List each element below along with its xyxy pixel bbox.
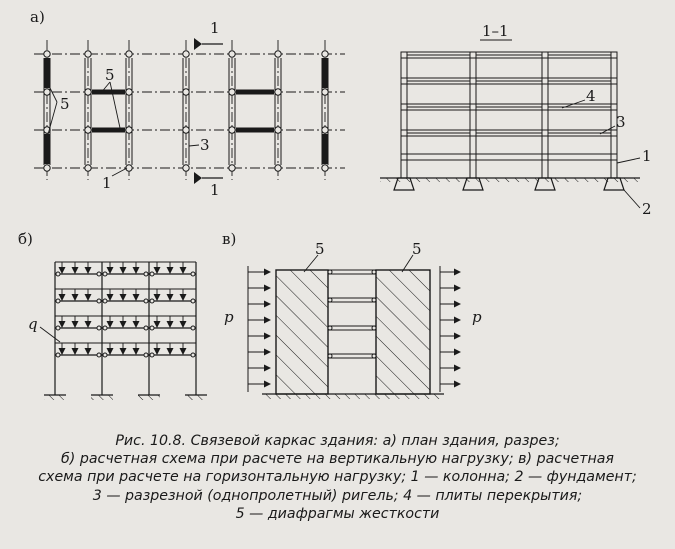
section-slabs [401,52,617,160]
caption-line: 5 — диафрагмы жесткости [235,505,440,522]
drawing-labels [18,8,652,333]
section-cut-markers [194,38,223,184]
plan-view [34,38,345,184]
section-columns [401,52,617,178]
panel-label-b: б) [18,230,33,248]
callout-section-column: 1 [642,147,652,165]
section-view [380,40,640,208]
load-p-right-label: p [472,308,482,326]
callout-plan-diaphragm-mid: 5 [105,66,115,84]
vertical-load-scheme [40,262,207,400]
caption-line: схема при расчете на горизонтальную нагрузку; 1 — колонна; 2 — фундамент; [38,469,637,486]
callout-section-beam: 3 [616,113,626,131]
caption-line: 3 — разрезной (однопролетный) ригель; 4 — плиты перекрытия; [92,487,583,504]
panel-label-v: в) [222,230,237,248]
horizontal-load-scheme [248,255,460,399]
callout-scheme-diaphragm-right: 5 [412,240,422,258]
caption-line: Рис. 10.8. Связевой каркас здания: а) план здания, разрез; [115,433,560,449]
callout-plan-diaphragm-left: 5 [60,95,70,113]
section-title: 1–1 [482,22,509,40]
caption-line: б) расчетная схема при расчете на вертикальную нагрузку; в) расчетная [61,451,614,468]
callout-section-slab: 4 [586,87,596,105]
figure-caption [0,432,675,523]
callout-scheme-diaphragm-left: 5 [315,240,325,258]
callout-plan-beam: 3 [200,136,210,154]
load-q-label: q [28,315,38,333]
panel-label-a: а) [30,8,45,26]
cut-label-bottom: 1 [210,181,220,199]
callout-plan-column: 1 [102,174,112,192]
callout-section-foundation: 2 [642,200,652,218]
cut-label-top: 1 [210,19,220,37]
load-p-left-label: p [224,308,234,326]
